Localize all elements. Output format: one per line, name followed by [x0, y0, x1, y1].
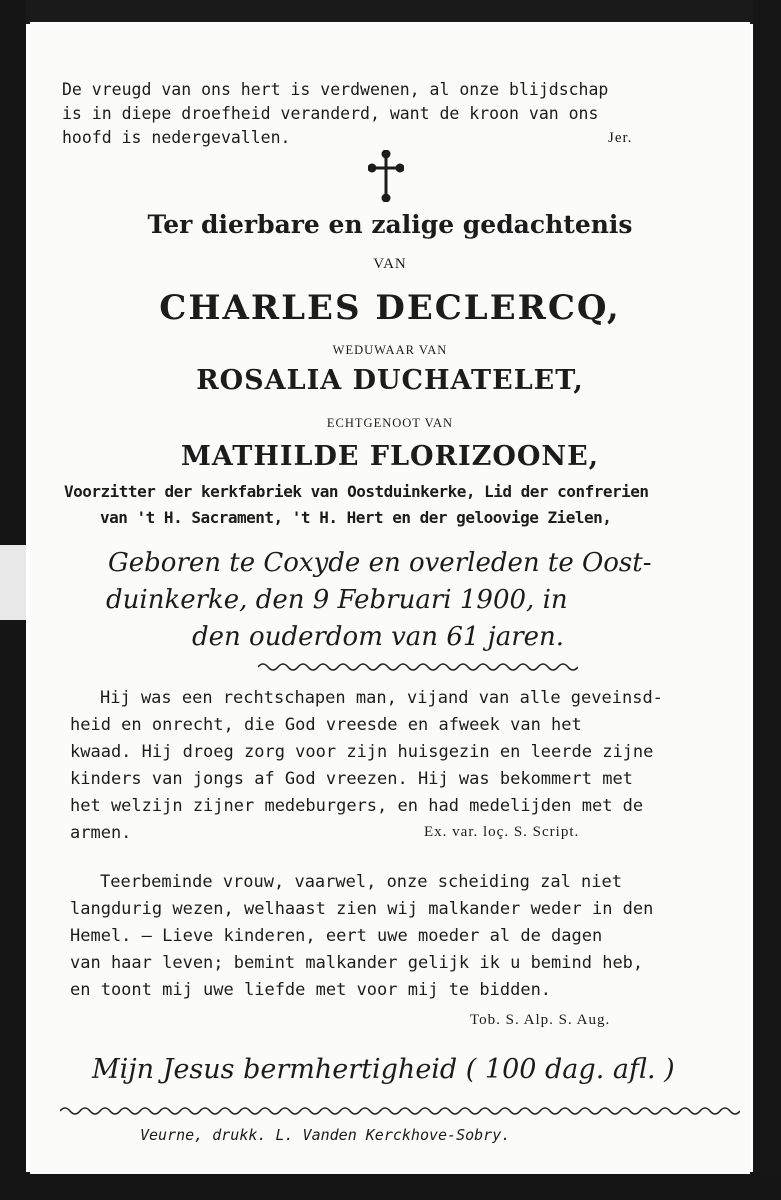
- paragraph-line: armen.: [70, 823, 132, 843]
- card-title: Ter dierbare en zalige gedachtenis: [147, 210, 633, 239]
- roles-line: Voorzitter der kerkfabriek van Oostduinkerke, Lid der confrerien: [64, 482, 649, 501]
- paragraph-line: langdurig wezen, welhaast zien wij malkander weder in den: [70, 899, 654, 919]
- paragraph-line: kinders van jongs af God vreezen. Hij was bekommert met: [70, 769, 633, 789]
- epigraph-line: hoofd is nedergevallen.: [62, 128, 291, 147]
- spouse-label: ECHTGENOOT VAN: [326, 416, 454, 430]
- wavy-divider: [258, 660, 578, 674]
- paragraph-line: Hemel. — Lieve kinderen, eert uwe moeder al de dagen: [70, 926, 603, 946]
- paragraph-line: van haar leven; bemint malkander gelijk ik u bemind heb,: [70, 953, 644, 973]
- paragraph-line: Teerbeminde vrouw, vaarwel, onze scheiding zal niet: [100, 872, 622, 892]
- cross-icon: [368, 150, 404, 202]
- epigraph-line: De vreugd van ons hert is verdwenen, al onze blijdschap: [62, 80, 609, 99]
- first-wife-name: ROSALIA DUCHATELET,: [196, 365, 584, 396]
- paragraph-line: heid en onrecht, die God vreesde en afweek van het: [70, 715, 582, 735]
- roles-line: van 't H. Sacrament, 't H. Hert en der geloovige Zielen,: [100, 508, 612, 527]
- scan-border-left: [0, 0, 26, 1200]
- second-wife-name: MATHILDE FLORIZOONE,: [180, 441, 600, 472]
- birth-death-line: den ouderdom van 61 jaren.: [192, 622, 565, 652]
- bottom-divider: [60, 1104, 740, 1118]
- van-label: VAN: [373, 256, 407, 272]
- scan-border-top: [0, 0, 781, 24]
- printer-credit: Veurne, drukk. L. Vanden Kerckhove-Sobry.: [140, 1126, 511, 1144]
- paragraph-line: het welzijn zijner medeburgers, en had medelijden met de: [70, 796, 644, 816]
- birth-death-line: duinkerke, den 9 Februari 1900, in: [106, 585, 568, 615]
- epigraph-line: is in diepe droefheid veranderd, want de kroon van ons: [62, 104, 599, 123]
- widower-label: WEDUWAAR VAN: [332, 343, 448, 357]
- scan-border-right: [753, 0, 781, 1200]
- paragraph-source: Ex. var. loç. S. Script.: [424, 824, 580, 840]
- paragraph-line: Hij was een rechtschapen man, vijand van alle geveinsd-: [100, 688, 663, 708]
- deceased-name: CHARLES DECLERCQ,: [159, 288, 621, 328]
- paragraph-line: kwaad. Hij droeg zorg voor zijn huisgezin en leerde zijne: [70, 742, 654, 762]
- birth-death-line: Geboren te Coxyde en overleden te Oost-: [108, 548, 652, 578]
- paragraph-line: en toont mij uwe liefde met voor mij te bidden.: [70, 980, 552, 1000]
- epigraph-source: Jer.: [608, 130, 633, 146]
- scan-border-bottom: [0, 1172, 781, 1200]
- prayer-line: Mijn Jesus bermhertigheid ( 100 dag. afl. ): [92, 1054, 675, 1085]
- paragraph-source: Tob. S. Alp. S. Aug.: [470, 1012, 611, 1028]
